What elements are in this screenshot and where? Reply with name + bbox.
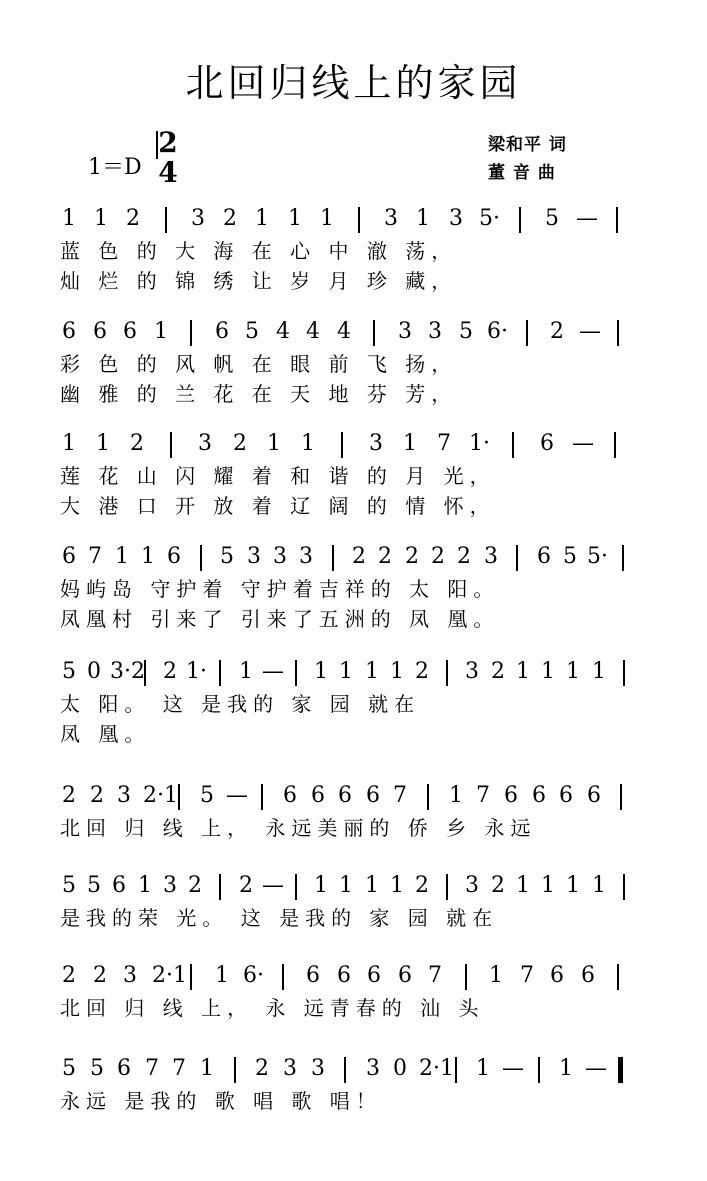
lyric-line-1: 永远 是我的 歌 唱 歌 唱！	[60, 1089, 382, 1113]
lyric-line-1: 妈屿岛 守护着 守护着吉祥的 太 阳。	[60, 577, 500, 601]
note: 5	[220, 544, 234, 569]
note: 1·	[186, 659, 207, 684]
bar-line	[620, 784, 622, 810]
note: 6	[537, 544, 551, 569]
note: 5·	[479, 206, 500, 231]
note: 6	[337, 963, 351, 988]
note: 3	[384, 206, 398, 231]
note: 2	[126, 206, 140, 231]
note: 6	[504, 783, 518, 808]
score-row	[0, 318, 707, 418]
bar-line	[526, 320, 528, 346]
bar-line	[616, 207, 618, 233]
bar-line	[358, 207, 360, 233]
bar-line	[446, 874, 448, 900]
note: 6	[283, 783, 297, 808]
note: 4	[306, 319, 320, 344]
note: 3	[428, 319, 442, 344]
lyric-line-2: 凤 凰。	[60, 722, 151, 746]
note: 0	[393, 1056, 407, 1081]
note: 1	[314, 659, 328, 684]
note: 2·1	[152, 963, 187, 988]
note: 3	[484, 544, 498, 569]
note: —	[576, 206, 598, 231]
note: 6	[215, 319, 229, 344]
bar-line	[427, 784, 429, 810]
note: 5	[545, 206, 559, 231]
score-row	[0, 962, 707, 1062]
note: 1	[255, 206, 269, 231]
note: 1	[314, 873, 328, 898]
note: 2	[93, 963, 107, 988]
note: 2	[223, 206, 237, 231]
note: 5	[87, 873, 101, 898]
note: 3	[247, 544, 261, 569]
bar-line	[455, 1057, 457, 1083]
bar-line	[519, 207, 521, 233]
bar-line	[617, 964, 619, 990]
note: 4	[337, 319, 351, 344]
note: 1	[390, 659, 404, 684]
bar-line	[219, 874, 221, 900]
composer-credit: 董 音 曲	[488, 163, 556, 183]
lyric-line-2: 灿 烂 的 锦 绣 让 岁 月 珍 藏，	[60, 269, 458, 293]
time-signature-top: 2	[158, 126, 178, 159]
note: 3	[283, 1056, 297, 1081]
bar-line	[614, 432, 616, 458]
note: 3	[163, 873, 177, 898]
bar-line	[332, 545, 334, 571]
note: —	[585, 1056, 607, 1081]
score-row	[0, 543, 707, 643]
note: 6	[338, 783, 352, 808]
note: 0	[87, 659, 101, 684]
bar-line	[373, 320, 375, 346]
note: 1	[288, 206, 302, 231]
note: 7	[393, 783, 407, 808]
note: 1	[141, 544, 155, 569]
note: 5	[200, 783, 214, 808]
note: 2	[415, 873, 429, 898]
note: 1	[365, 659, 379, 684]
bar-line	[190, 320, 192, 346]
song-title: 北回归线上的家园	[185, 61, 522, 105]
note: 1	[320, 206, 334, 231]
lyric-line-2: 凤凰村 引来了 引来了五洲的 凤 凰。	[60, 607, 500, 631]
score-row	[0, 1055, 707, 1155]
bar-line	[170, 432, 172, 458]
note: 2	[62, 783, 76, 808]
note: 2	[255, 1056, 269, 1081]
note: 2·1	[143, 783, 178, 808]
bar-line	[446, 660, 448, 686]
lyric-line-1: 北回 归 线 上， 永 远青春的 汕 头	[60, 996, 485, 1020]
note: 5	[62, 1056, 76, 1081]
bar-line	[190, 964, 192, 990]
note: 2	[431, 544, 445, 569]
bar-line	[178, 784, 180, 810]
note: 1	[403, 431, 417, 456]
note: 1	[96, 431, 110, 456]
note: 5·	[587, 544, 608, 569]
note: 3	[311, 1056, 325, 1081]
note: 1	[541, 873, 555, 898]
note: 1	[592, 659, 606, 684]
bar-line	[165, 207, 167, 233]
note: 1	[516, 659, 530, 684]
note: 7	[428, 963, 442, 988]
note: 2	[378, 544, 392, 569]
note: 3	[398, 319, 412, 344]
bar-line	[261, 784, 263, 810]
note: 6	[112, 873, 126, 898]
note: 1	[476, 1056, 490, 1081]
bar-line	[144, 660, 146, 686]
key-signature: 1＝D	[88, 155, 142, 180]
note: 2	[415, 659, 429, 684]
note: 7	[476, 783, 490, 808]
note: 2	[457, 544, 471, 569]
note: 2	[239, 873, 253, 898]
note: 3	[191, 206, 205, 231]
note: 2	[352, 544, 366, 569]
note: 3·2	[110, 659, 145, 684]
note: 1	[416, 206, 430, 231]
note: 1	[339, 873, 353, 898]
note: 3	[117, 783, 131, 808]
score-row	[0, 872, 707, 972]
note: 2	[405, 544, 419, 569]
note: —	[262, 659, 284, 684]
note: 1	[541, 659, 555, 684]
note: 1	[489, 963, 503, 988]
note: 1	[339, 659, 353, 684]
note: 2	[491, 659, 505, 684]
note: 6	[581, 963, 595, 988]
note: 1	[566, 873, 580, 898]
note: 3	[449, 206, 463, 231]
note: 1	[559, 1056, 573, 1081]
note: —	[579, 319, 601, 344]
score-row	[0, 205, 707, 305]
bar-line	[295, 660, 297, 686]
bar-line	[617, 320, 619, 346]
note: 6	[62, 319, 76, 344]
note: 7	[172, 1056, 186, 1081]
note: 6	[123, 319, 137, 344]
note: 5	[245, 319, 259, 344]
note: —	[502, 1056, 524, 1081]
note: 6	[62, 544, 76, 569]
bar-line	[219, 660, 221, 686]
note: 6	[366, 783, 380, 808]
note: 3	[273, 544, 287, 569]
note: 1	[592, 873, 606, 898]
note: 1	[390, 873, 404, 898]
lyric-line-2: 大 港 口 开 放 着 辽 阔 的 情 怀，	[60, 494, 496, 518]
lyric-line-1: 蓝 色 的 大 海 在 心 中 澈 荡，	[60, 239, 458, 263]
score-row	[0, 430, 707, 530]
note: 4	[276, 319, 290, 344]
bar-line	[341, 432, 343, 458]
time-signature-bottom: 4	[158, 156, 178, 189]
bar-line	[623, 874, 625, 900]
note: 2	[550, 319, 564, 344]
note: 1	[215, 963, 229, 988]
bar-line	[295, 874, 297, 900]
bar-line	[623, 660, 625, 686]
note: 2	[233, 431, 247, 456]
lyric-line-1: 北回 归 线 上， 永远美丽的 侨 乡 永远	[60, 816, 537, 840]
lyric-line-1: 彩 色 的 风 帆 在 眼 前 飞 扬，	[60, 352, 458, 376]
note: 2	[163, 659, 177, 684]
note: 6	[167, 544, 181, 569]
note: 7	[145, 1056, 159, 1081]
note: 7	[520, 963, 534, 988]
note: 2	[62, 963, 76, 988]
note: —	[262, 873, 284, 898]
lyric-line-2: 幽 雅 的 兰 花 在 天 地 芬 芳，	[60, 382, 458, 406]
note: 1	[62, 206, 76, 231]
note: 2	[90, 783, 104, 808]
note: 3	[198, 431, 212, 456]
note: 2	[130, 431, 144, 456]
note: 1	[154, 319, 168, 344]
note: 1	[516, 873, 530, 898]
note: 6	[532, 783, 546, 808]
note: —	[226, 783, 248, 808]
note: 1	[94, 206, 108, 231]
lyric-line-1: 是我的荣 光。 这 是我的 家 园 就在	[60, 906, 499, 930]
bar-line	[200, 545, 202, 571]
score-row	[0, 658, 707, 758]
note: 6	[587, 783, 601, 808]
note: 6·	[243, 963, 264, 988]
note: 5	[563, 544, 577, 569]
note: 6	[306, 963, 320, 988]
note: 5	[62, 659, 76, 684]
note: 6	[117, 1056, 131, 1081]
bar-line	[234, 1057, 236, 1083]
note: 7	[437, 431, 451, 456]
note: 7	[88, 544, 102, 569]
lyric-line-1: 太 阳。 这 是我的 家 园 就在	[60, 692, 421, 716]
note: 6	[367, 963, 381, 988]
bar-line	[465, 964, 467, 990]
note: 3	[366, 1056, 380, 1081]
note: 1	[267, 431, 281, 456]
note: 6·	[487, 319, 508, 344]
note: 1	[365, 873, 379, 898]
note: 2	[188, 873, 202, 898]
time-signature	[156, 128, 180, 188]
note: 6	[540, 431, 554, 456]
bar-line	[622, 545, 624, 571]
note: 1	[138, 873, 152, 898]
note: 1	[449, 783, 463, 808]
note: 3	[123, 963, 137, 988]
note: 1	[566, 659, 580, 684]
note: 1	[62, 431, 76, 456]
bar-line	[538, 1057, 540, 1083]
lyric-line-1: 莲 花 山 闪 耀 着 和 谐 的 月 光，	[60, 464, 496, 488]
note: 3	[299, 544, 313, 569]
final-bar-line	[618, 1057, 623, 1083]
note: 3	[465, 659, 479, 684]
bar-line	[344, 1057, 346, 1083]
bar-line	[512, 432, 514, 458]
note: 6	[311, 783, 325, 808]
note: 6	[93, 319, 107, 344]
note: 1	[239, 659, 253, 684]
note: 1	[301, 431, 315, 456]
bar-line	[516, 545, 518, 571]
note: 5	[459, 319, 473, 344]
bar-line	[282, 964, 284, 990]
note: 1	[115, 544, 129, 569]
note: 5	[62, 873, 76, 898]
note: 6	[559, 783, 573, 808]
note: —	[572, 431, 594, 456]
score-row	[0, 782, 707, 882]
lyricist-credit: 梁和平 词	[488, 135, 567, 155]
note: 1	[200, 1056, 214, 1081]
note: 6	[398, 963, 412, 988]
note: 2	[491, 873, 505, 898]
note: 2·1	[419, 1056, 454, 1081]
note: 5	[90, 1056, 104, 1081]
note: 3	[369, 431, 383, 456]
note: 6	[550, 963, 564, 988]
note: 3	[465, 873, 479, 898]
note: 1·	[469, 431, 490, 456]
